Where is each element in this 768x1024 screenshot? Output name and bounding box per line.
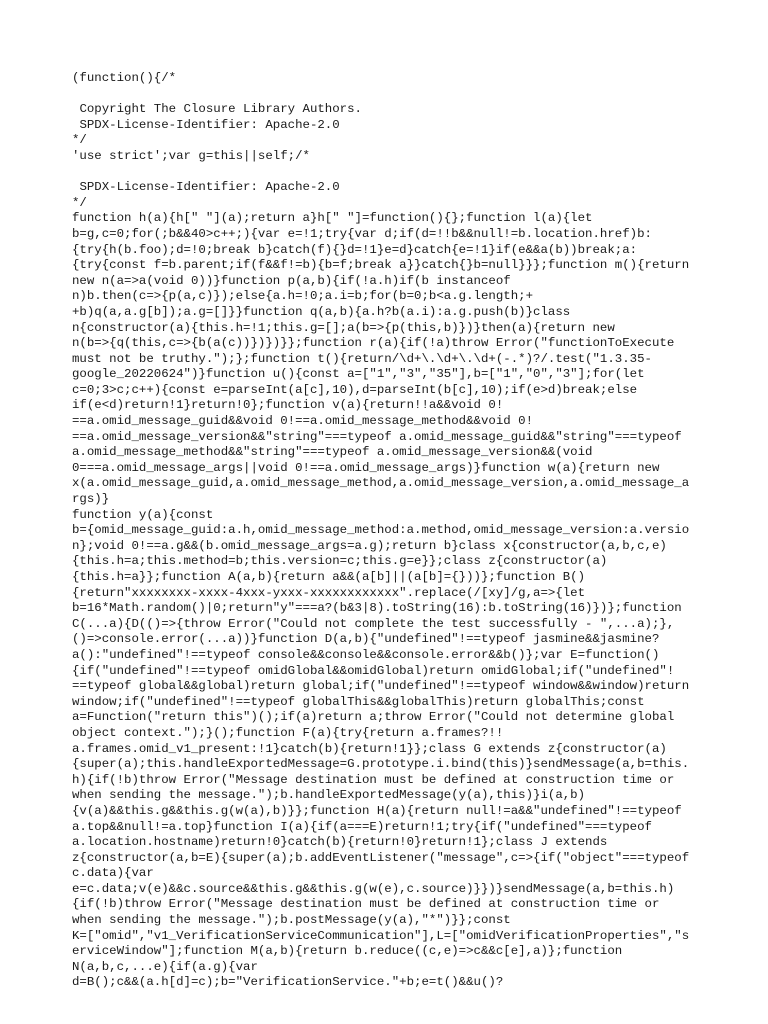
document-page bbox=[72, 71, 762, 991]
javascript-source-text: (function(){/* Copyright The Closure Library Authors. SPDX-License-Identifier: Apache-2.0 */ 'use strict';var g=this||self;/* SPDX-License-Identifier: Apache-2.0 */ function h(a){h[" "](a);return a}h[" "]=function(){};function l(a){let b=g,c=0;for(;b&&40>c++;){var e=!1;try{var d;if(d=!!b&&null!=b.location.href)b: {try{h(b.foo);d=!0;break b}catch(f){}d=!1}e=d}catch{e=!1}if(e&&a(b))break;a: {try{const f=b.parent;if(f&&f!=b){b=f;break a}}catch{}b=null}}};function m(){return new n(a=>a(void 0))}function p(a,b){if(!a.h)if(b instanceof n)b.then(c=>{p(a,c)});else{a.h=!0;a.i=b;for(b=0;b<a.g.length;+ +b)q(a,a.g[b]);a.g=[]}}function q(a,b){a.h?b(a.i):a.g.push(b)}class n{constructor(a){this.h=!1;this.g=[];a(b=>{p(this,b)})}then(a){return new n(b=>{q(this,c=>{b(a(c))})})}};function r(a){if(!a)throw Error("functionToExecute must not be truthy.");};function t(){return/\d+\.\d+\.\d+(-.*)?/.test("1.3.35- google_20220624")}function u(){const a=["1","3","35"],b=["1","0","3"];for(let c=0;3>c;c++){const e=parseInt(a[c],10),d=parseInt(b[c],10);if(e>d)break;else if(e<d)return!1}return!0};function v(a){return!!a&&void 0! ==a.omid_message_guid&&void 0!==a.omid_message_method&&void 0! ==a.omid_message_version&&"string"===typeof a.omid_message_guid&&"string"===typeof a.omid_message_method&&"string"===typeof a.omid_message_version&&(void 0===a.omid_message_args||void 0!==a.omid_message_args)}function w(a){return new x(a.omid_message_guid,a.omid_message_method,a.omid_message_version,a.omid_message_a rgs)} function y(a){const b={omid_message_guid:a.h,omid_message_method:a.method,omid_message_version:a.versio n};void 0!==a.g&&(b.omid_message_args=a.g);return b}class x{constructor(a,b,c,e) {this.h=a;this.method=b;this.version=c;this.g=e}};class z{constructor(a) {this.h=a}};function A(a,b){return a&&(a[b]||(a[b]={}))};function B() {return"xxxxxxxx-xxxx-4xxx-yxxx-xxxxxxxxxxxx".replace(/[xy]/g,a=>{let b=16*Math.random()|0;return"y"===a?(b&3|8).toString(16):b.toString(16)})};function C(...a){D(()=>{throw Error("Could not complete the test successfully - ",...a);}, ()=>console.error(...a))}function D(a,b){"undefined"!==typeof jasmine&&jasmine? a():"undefined"!==typeof console&&console&&console.error&&b()};var E=function() {if("undefined"!==typeof omidGlobal&&omidGlobal)return omidGlobal;if("undefined"! ==typeof global&&global)return global;if("undefined"!==typeof window&&window)return window;if("undefined"!==typeof globalThis&&globalThis)return globalThis;const a=Function("return this")();if(a)return a;throw Error("Could not determine global object context.");}();function F(a){try{return a.frames?!! a.frames.omid_v1_present:!1}catch(b){return!1}};class G extends z{constructor(a) {super(a);this.handleExportedMessage=G.prototype.i.bind(this)}sendMessage(a,b=this. h){if(!b)throw Error("Message destination must be defined at construction time or when sending the message.");b.handleExportedMessage(y(a),this)}i(a,b) {v(a)&&this.g&&this.g(w(a),b)}};function H(a){return null!=a&&"undefined"!==typeof a.top&&null!=a.top}function I(a){if(a===E)return!1;try{if("undefined"===typeof a.location.hostname)return!0}catch(b){return!0}return!1};class J extends z{constructor(a,b=E){super(a);b.addEventListener("message",c=>{if("object"===typeof c.data){var e=c.data;v(e)&&c.source&&this.g&&this.g(w(e),c.source)}})}sendMessage(a,b=this.h) {if(!b)throw Error("Message destination must be defined at construction time or when sending the message.");b.postMessage(y(a),"*")}};const K=["omid","v1_VerificationServiceCommunication"],L=["omidVerificationProperties","s erviceWindow"];function M(a,b){return b.reduce((c,e)=>c&&c[e],a)};function N(a,b,c,...e){if(a.g){var d=B();c&&(a.h[d]=c);b="VerificationService."+b;e=t()&&u()? bbox=[72, 71, 690, 990]
